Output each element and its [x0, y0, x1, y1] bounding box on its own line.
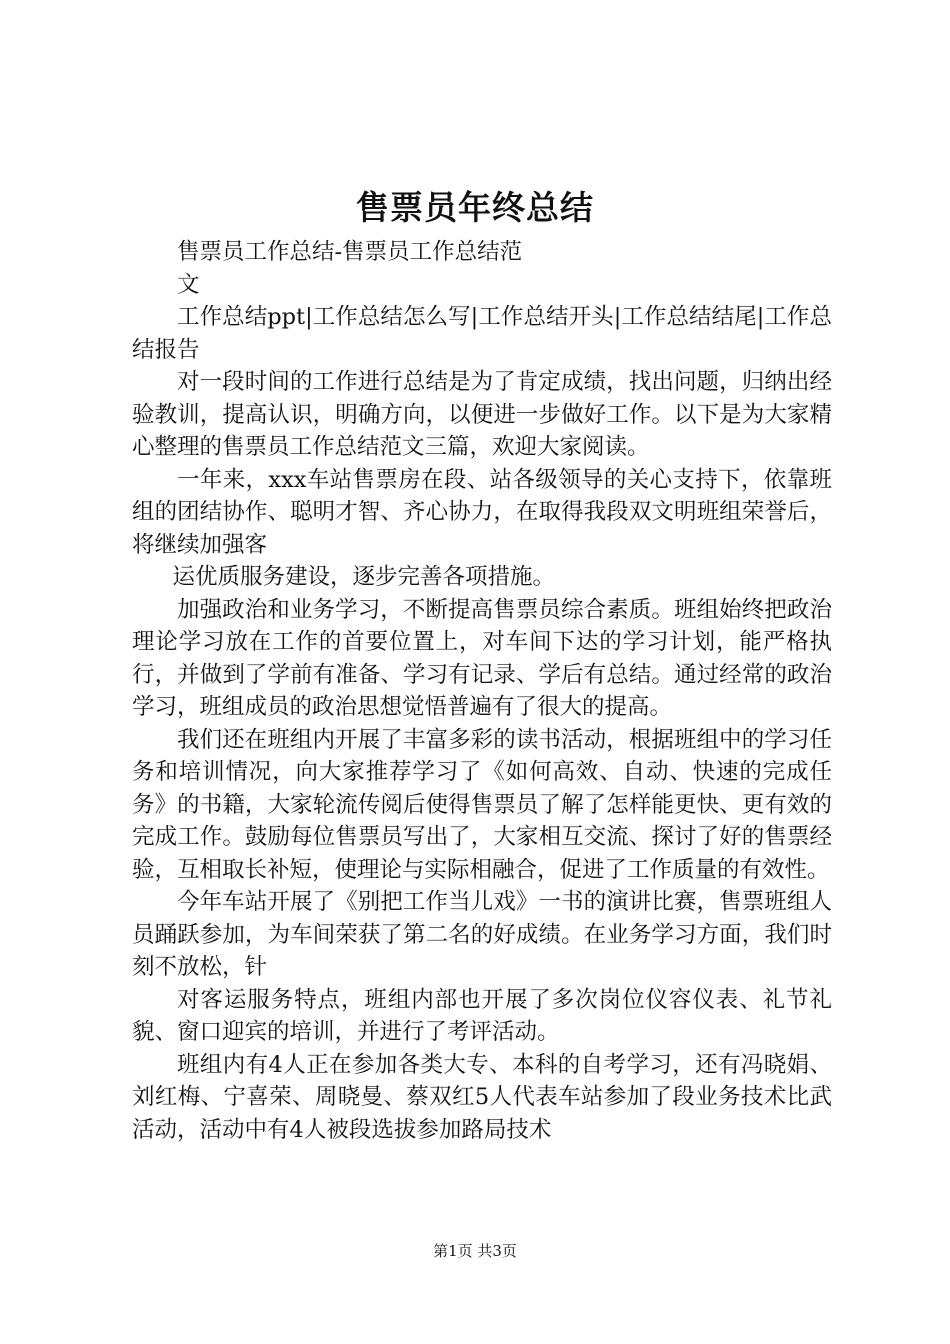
- subtitle-line-2: 文: [177, 271, 200, 298]
- paragraph-study: 加强政治和业务学习，不断提高售票员综合素质。班组始终把政治理论学习放在工作的首要位置上，对车间下达的学习计划，能严格执行，并做到了学前有准备、学习有记录、学后有总结。通过经常的政治学习，班组成员的政治思想觉悟普遍有了很大的提高。: [132, 596, 832, 720]
- paragraph-reading: 我们还在班组内开展了丰富多彩的读书活动，根据班组中的学习任务和培训情况，向大家推荐学习了《如何高效、自动、快速的完成任务》的书籍，大家轮流传阅后使得售票员了解了怎样能更快、更有效的完成工作。鼓励每位售票员写出了，大家相互交流、探讨了好的售票经验，互相取长补短，使理论与实际相融合，促进了工作质量的有效性。: [132, 726, 832, 883]
- subtitle-line-1: 售票员工作总结-售票员工作总结范: [177, 239, 523, 265]
- paragraph-continuation-1: 运优质服务建设，逐步完善各项措施。: [172, 564, 556, 590]
- paragraph-self-study: 班组内有4人正在参加各类大专、本科的自考学习，还有冯晓娟、刘红梅、宁喜荣、周晓曼、蔡双红5人代表车站参加了段业务技术比武活动，活动中有4人被段选拔参加路局技术: [132, 1051, 832, 1143]
- paragraph-speech-contest: 今年车站开展了《别把工作当儿戏》一书的演讲比赛，售票班组人员踊跃参加，为车间荣获了第二名的好成绩。在业务学习方面，我们时刻不放松，针: [132, 889, 832, 980]
- document-body: [132, 236, 832, 1146]
- paragraph-continuation-2: 对客运服务特点，班组内部也开展了多次岗位仪容仪表、礼节礼貌、窗口迎宾的培训，并进行了考评活动。: [132, 986, 832, 1045]
- page-footer: 第1页 共3页: [433, 1242, 517, 1260]
- document-title: 售票员年终总结: [356, 188, 594, 227]
- keyword-links: 工作总结ppt|工作总结怎么写|工作总结开头|工作总结结尾|工作总结报告: [132, 304, 832, 363]
- paragraph-year-review: 一年来，xxx车站售票房在段、站各级领导的关心支持下，依靠班组的团结协作、聪明才智、齐心协力，在取得我段双文明班组荣誉后，将继续加强客: [132, 466, 832, 558]
- paragraph-intro: 对一段时间的工作进行总结是为了肯定成绩，找出问题，归纳出经验教训，提高认识，明确方向，以便进一步做好工作。以下是为大家精心整理的售票员工作总结范文三篇，欢迎大家阅读。: [132, 369, 832, 460]
